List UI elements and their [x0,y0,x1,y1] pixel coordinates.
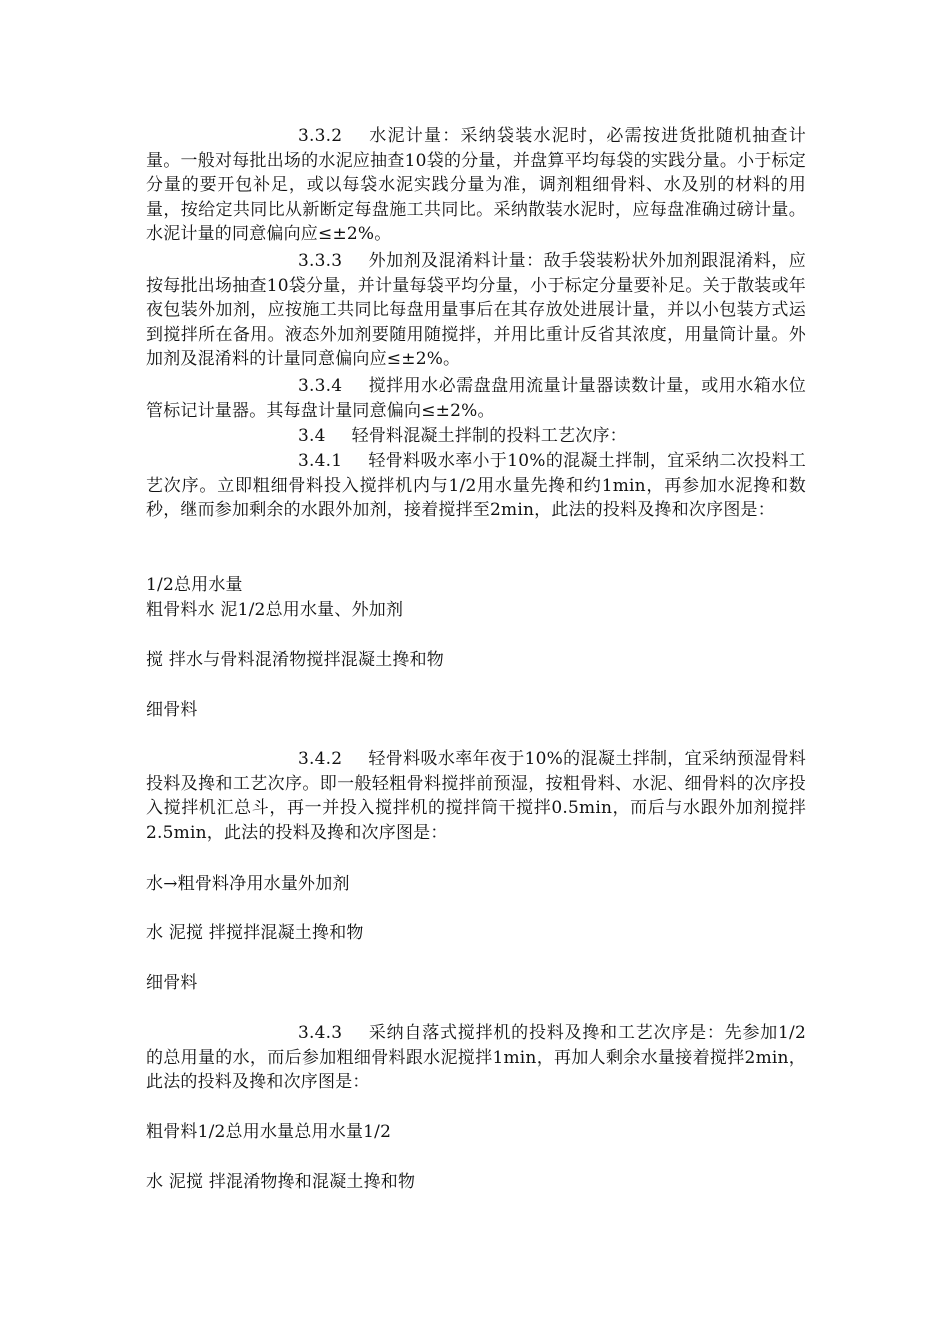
paragraph-text: 搅拌用水必需盘盘用流量计量器读数计量，或用水箱水位管标记计量器。其每盘计量同意偏向≤±2%。 [146,376,806,421]
diagram3-line2: 水 泥搅 拌混淆物搀和混凝土搀和物 [146,1172,416,1192]
paragraph-3-3-2 [146,124,806,247]
paragraph-3-4-2 [146,747,806,845]
paragraph-text: 采纳自落式搅拌机的投料及搀和工艺次序是：先参加1/2的总用量的水，而后参加粗细骨料跟水泥搅拌1min，再加人剩余水量接着搅拌2min，此法的投料及搀和次序图是： [146,1023,806,1093]
section-number: 3.4.3 [298,1023,343,1043]
paragraph-3-4-3 [146,1021,806,1095]
paragraph-text: 轻骨料混凝土拌制的投料工艺次序： [351,426,627,446]
paragraph-text: 轻骨料吸水率小于10%的混凝土拌制，宜采纳二次投料工艺次序。立即粗细骨料投入搅拌机内与1/2用水量先搀和约1min，再参加水泥搀和数秒，继而参加剩余的水跟外加剂，接着搅拌至2min，此法的投料及搀和次序图是： [146,451,806,521]
diagram1-line1: 1/2总用水量 [146,575,243,595]
section-number: 3.4 [298,426,326,446]
section-number: 3.3.2 [298,126,343,146]
diagram1-line4: 细骨料 [146,700,198,720]
diagram2-line3: 细骨料 [146,973,198,993]
diagram1-line3: 搅 拌水与骨料混淆物搅拌混凝土搀和物 [146,650,445,670]
section-number: 3.4.1 [298,451,343,471]
diagram3-line1: 粗骨料1/2总用水量总用水量1/2 [146,1122,392,1142]
paragraph-3-4-1 [146,449,806,523]
paragraph-3-4 [146,424,806,449]
paragraph-3-3-4 [146,374,806,423]
paragraph-text: 轻骨料吸水率年夜于10%的混凝土拌制，宜采纳预湿骨料投料及搀和工艺次序。即一般轻粗骨料搅拌前预湿，按粗骨料、水泥、细骨料的次序投入搅拌机汇总斗，再一并投入搅拌机的搅拌筒干搅拌0.5min，而后与水跟外加剂搅拌2.5min，此法的投料及搀和次序图是： [146,749,806,843]
section-number: 3.3.3 [298,251,343,271]
paragraph-3-3-3 [146,249,806,372]
section-number: 3.3.4 [298,376,343,396]
paragraph-text: 外加剂及混淆料计量：敌手袋装粉状外加剂跟混淆料，应按每批出场抽查10袋分量，并计量每袋平均分量，小于标定分量要补足。关于散装或年夜包装外加剂，应按施工共同比每盘用量事后在其存放处进展计量，并以小包装方式运到搅拌所在备用。液态外加剂要随用随搅拌，并用比重计反省其浓度，用量筒计量。外加剂及混淆料的计量同意偏向应≤±2%。 [146,251,806,370]
diagram2-line2: 水 泥搅 拌搅拌混凝土搀和物 [146,923,364,943]
diagram2-line1: 水→粗骨料净用水量外加剂 [146,874,350,894]
paragraph-text: 水泥计量：采纳袋装水泥时，必需按进货批随机抽查计量。一般对每批出场的水泥应抽查10袋的分量，并盘算平均每袋的实践分量。小于标定分量的要开包补足，或以每袋水泥实践分量为准，调剂粗细骨料、水及别的材料的用量，按给定共同比从新断定每盘施工共同比。采纳散装水泥时，应每盘准确过磅计量。水泥计量的同意偏向应≤±2%。 [146,126,806,245]
section-number: 3.4.2 [298,749,343,769]
diagram1-line2: 粗骨料水 泥1/2总用水量、外加剂 [146,600,404,620]
